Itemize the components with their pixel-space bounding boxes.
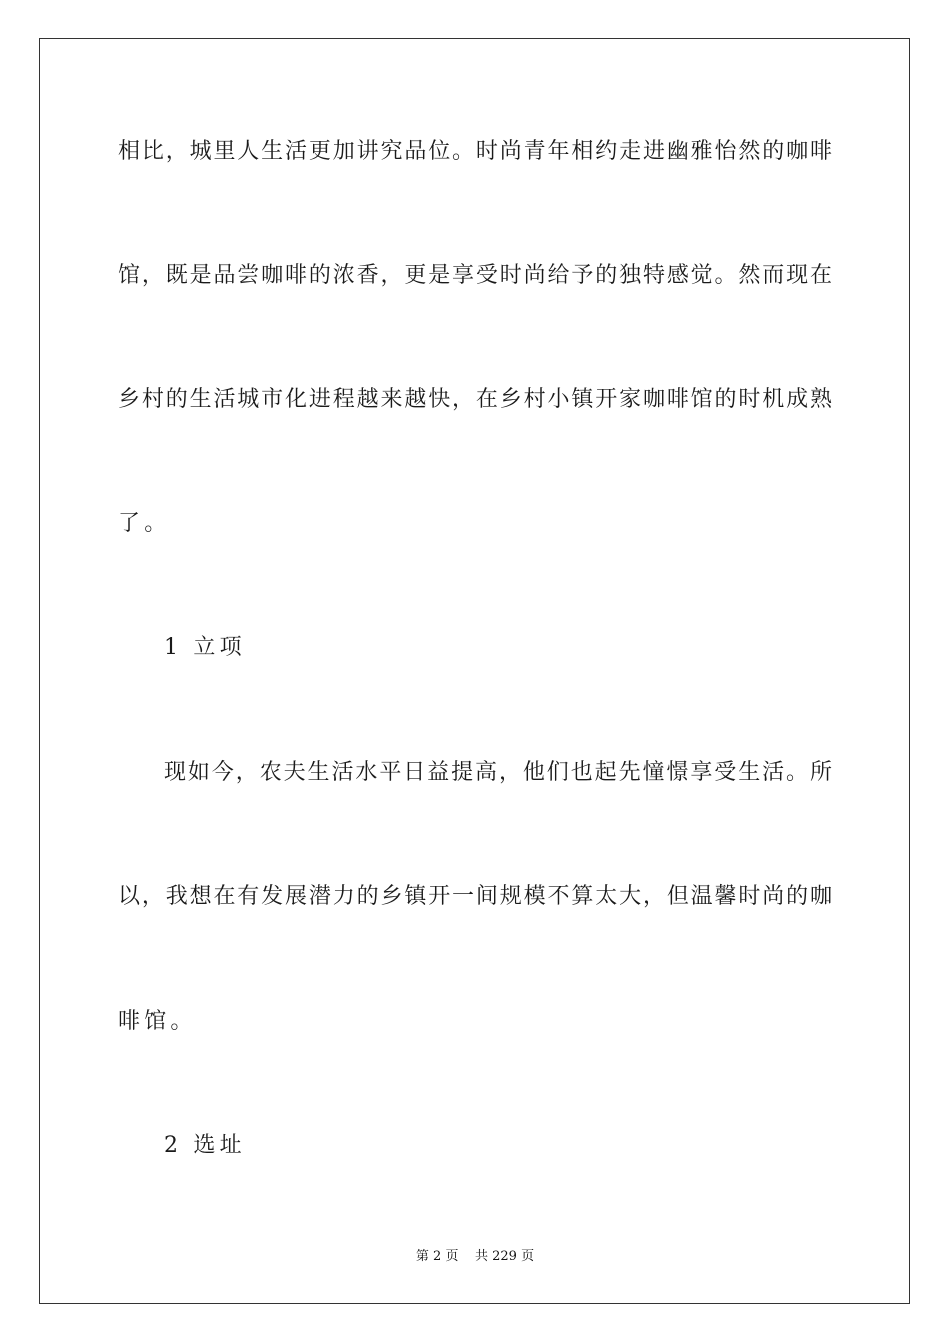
body-line-5: 现如今，农夫生活水平日益提高，他们也起先憧憬享受生活。所 <box>164 760 832 785</box>
body-line-3: 乡村的生活城市化进程越来越快，在乡村小镇开家咖啡馆的时机成熟 <box>118 387 832 412</box>
body-line-7: 啡馆。 <box>118 1009 197 1034</box>
page-number: 第 2 页 <box>415 1249 459 1264</box>
body-line-2: 馆，既是品尝咖啡的浓香，更是享受时尚给予的独特感觉。然而现在 <box>118 263 832 288</box>
section-heading-2: 2 选址 <box>164 1133 246 1158</box>
body-line-4: 了。 <box>118 511 171 536</box>
page-footer <box>0 1248 950 1266</box>
section-heading-1: 1 立项 <box>164 635 246 660</box>
body-line-6: 以，我想在有发展潜力的乡镇开一间规模不算太大，但温馨时尚的咖 <box>118 884 832 909</box>
page-frame <box>39 38 910 1304</box>
body-line-1: 相比，城里人生活更加讲究品位。时尚青年相约走进幽雅怡然的咖啡 <box>118 139 832 164</box>
page-total: 共 229 页 <box>475 1249 535 1264</box>
